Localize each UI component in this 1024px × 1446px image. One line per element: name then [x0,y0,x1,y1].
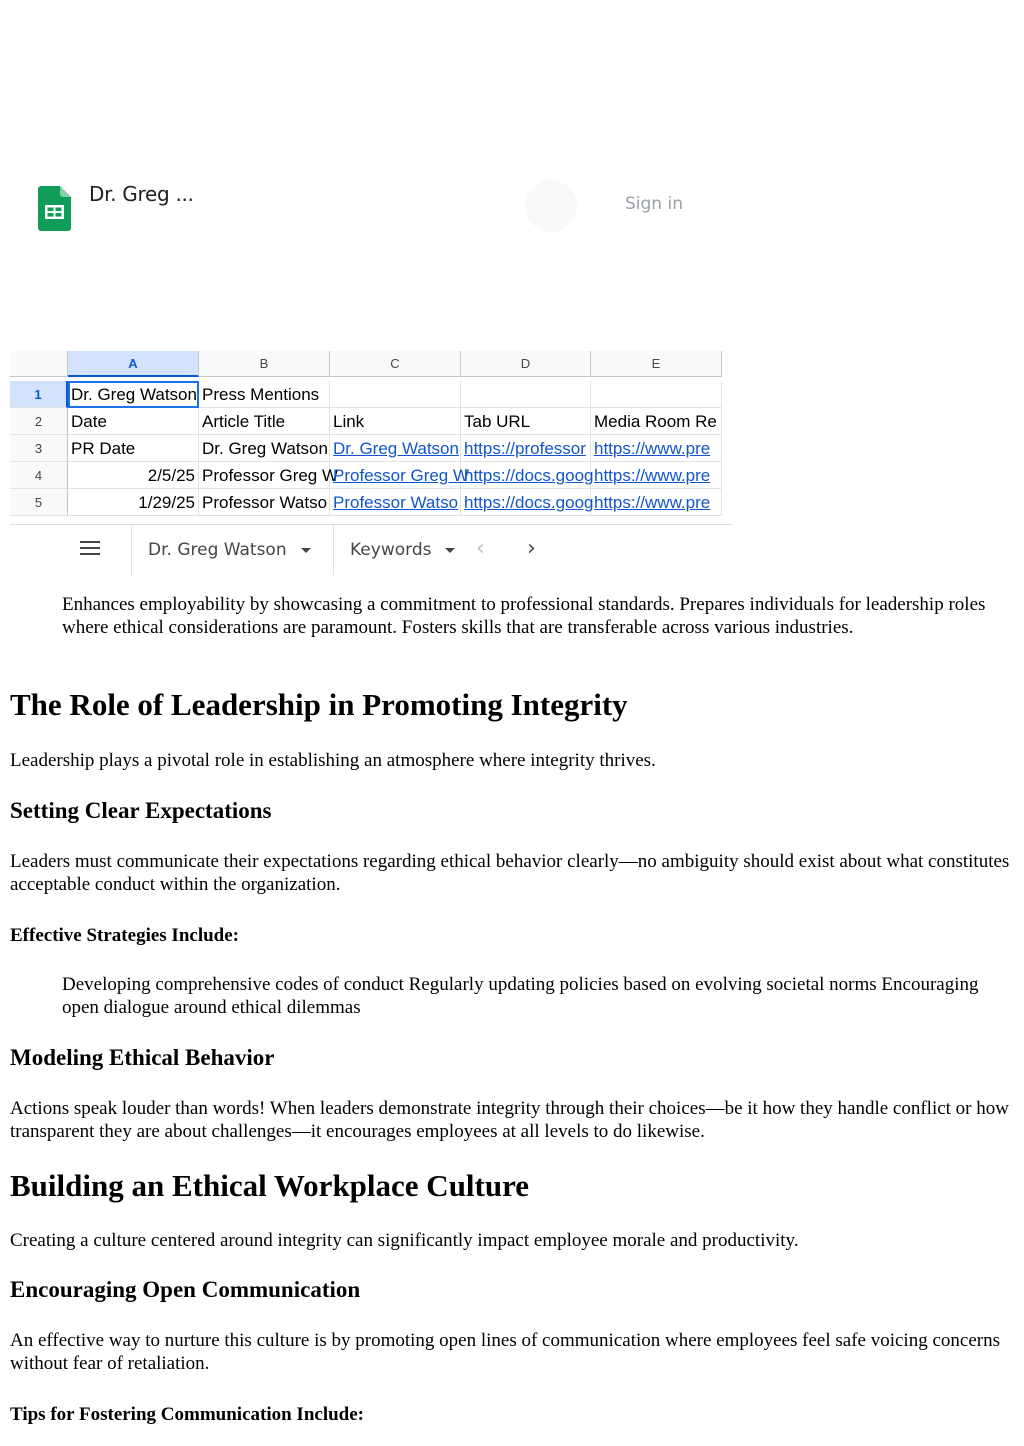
chevron-left-icon[interactable]: ‹ [476,536,485,561]
heading-ethical-culture: Building an Ethical Workplace Culture [10,1168,530,1203]
cell-e5-link[interactable]: https://www.pre [591,489,722,516]
cell-e2[interactable]: Media Room Re [591,408,722,435]
cell-a3[interactable]: PR Date [68,435,199,462]
sheet-tab-label: Dr. Greg Watson [148,540,287,560]
sheet-tab-label: Keywords [350,540,432,560]
row-header-3[interactable]: 3 [10,435,68,462]
chevron-down-icon [445,548,455,553]
row-header-1[interactable]: 1 [10,381,68,408]
select-all-corner[interactable] [10,351,68,377]
cell-c3-link[interactable]: Dr. Greg Watson [330,435,461,462]
column-header-b[interactable]: B [199,351,330,377]
cell-b4[interactable]: Professor Greg W [199,462,330,489]
row-header-4[interactable]: 4 [10,462,68,489]
sheet-tab-bar [10,524,732,575]
heading-modeling-behavior: Modeling Ethical Behavior [10,1045,275,1070]
sheet-tab-keywords[interactable] [333,525,455,575]
cell-c5-link[interactable]: Professor Watso [330,489,461,516]
heading-open-communication: Encouraging Open Communication [10,1277,361,1302]
column-header-e[interactable]: E [591,351,722,377]
cell-c1[interactable] [330,381,461,408]
cell-d5-link[interactable]: https://docs.goog [461,489,591,516]
heading-leadership-integrity: The Role of Leadership in Promoting Integrity [10,687,628,722]
heading-setting-expectations: Setting Clear Expectations [10,798,272,823]
paragraph-leadership: Leadership plays a pivotal role in establishing an atmosphere where integrity thrives. [10,750,656,771]
heading-effective-strategies: Effective Strategies Include: [10,925,239,946]
document-title[interactable]: Dr. Greg ... [89,182,194,206]
cell-c4-link[interactable]: Professor Greg W [330,462,461,489]
account-avatar-placeholder [525,180,577,232]
cell-a1[interactable]: Dr. Greg Watson [68,381,199,408]
cell-d3-link[interactable]: https://professor [461,435,591,462]
row-header-2[interactable]: 2 [10,408,68,435]
cell-a4[interactable]: 2/5/25 [68,462,199,489]
cell-b3[interactable]: Dr. Greg Watson [199,435,330,462]
cell-c2[interactable]: Link [330,408,461,435]
cell-a2[interactable]: Date [68,408,199,435]
cell-a5[interactable]: 1/29/25 [68,489,199,516]
cell-e1[interactable] [591,381,722,408]
google-sheets-icon [38,186,71,231]
strategies-list: Developing comprehensive codes of conduct Regularly updating policies based on evolving societal norms Encouraging open dialogue around ethical dilemmas [62,974,979,1018]
column-header-d[interactable]: D [461,351,591,377]
column-header-c[interactable]: C [330,351,461,377]
row-header-5[interactable]: 5 [10,489,68,516]
cell-b5[interactable]: Professor Watso [199,489,330,516]
cell-e3-link[interactable]: https://www.pre [591,435,722,462]
heading-communication-tips: Tips for Fostering Communication Include: [10,1404,364,1425]
paragraph-expectations: Leaders must communicate their expectations regarding ethical behavior clearly—no ambiguity should exist about what constitutes acceptable conduct within the organization. [10,851,1010,895]
cell-d1[interactable] [461,381,591,408]
chevron-right-icon[interactable]: › [527,536,536,561]
intro-benefits-list: Enhances employability by showcasing a commitment to professional standards. Prepares individuals for leadership roles where ethical considerations are paramount. Fosters skills that are transferable across various industries. [62,594,986,638]
paragraph-culture: Creating a culture centered around integrity can significantly impact employee morale and productivity. [10,1230,799,1251]
cell-e4-link[interactable]: https://www.pre [591,462,722,489]
cell-b2[interactable]: Article Title [199,408,330,435]
column-header-a[interactable]: A [68,351,199,377]
hamburger-menu-icon[interactable] [80,541,100,555]
cell-b1[interactable]: Press Mentions [199,381,330,408]
sign-in-button[interactable]: Sign in [625,194,683,214]
cell-d4-link[interactable]: https://docs.goog [461,462,591,489]
spreadsheet-grid[interactable] [10,351,717,512]
cell-d2[interactable]: Tab URL [461,408,591,435]
sheet-tab-dr-greg-watson[interactable] [131,525,333,575]
paragraph-communication: An effective way to nurture this culture is by promoting open lines of communication where employees feel safe voicing concerns without fear of retaliation. [10,1330,1000,1374]
paragraph-modeling: Actions speak louder than words! When leaders demonstrate integrity through their choices—be it how they handle conflict or how transparent they are about challenges—it encourages employees at all levels to do likewise. [10,1098,1009,1142]
chevron-down-icon [301,548,311,553]
